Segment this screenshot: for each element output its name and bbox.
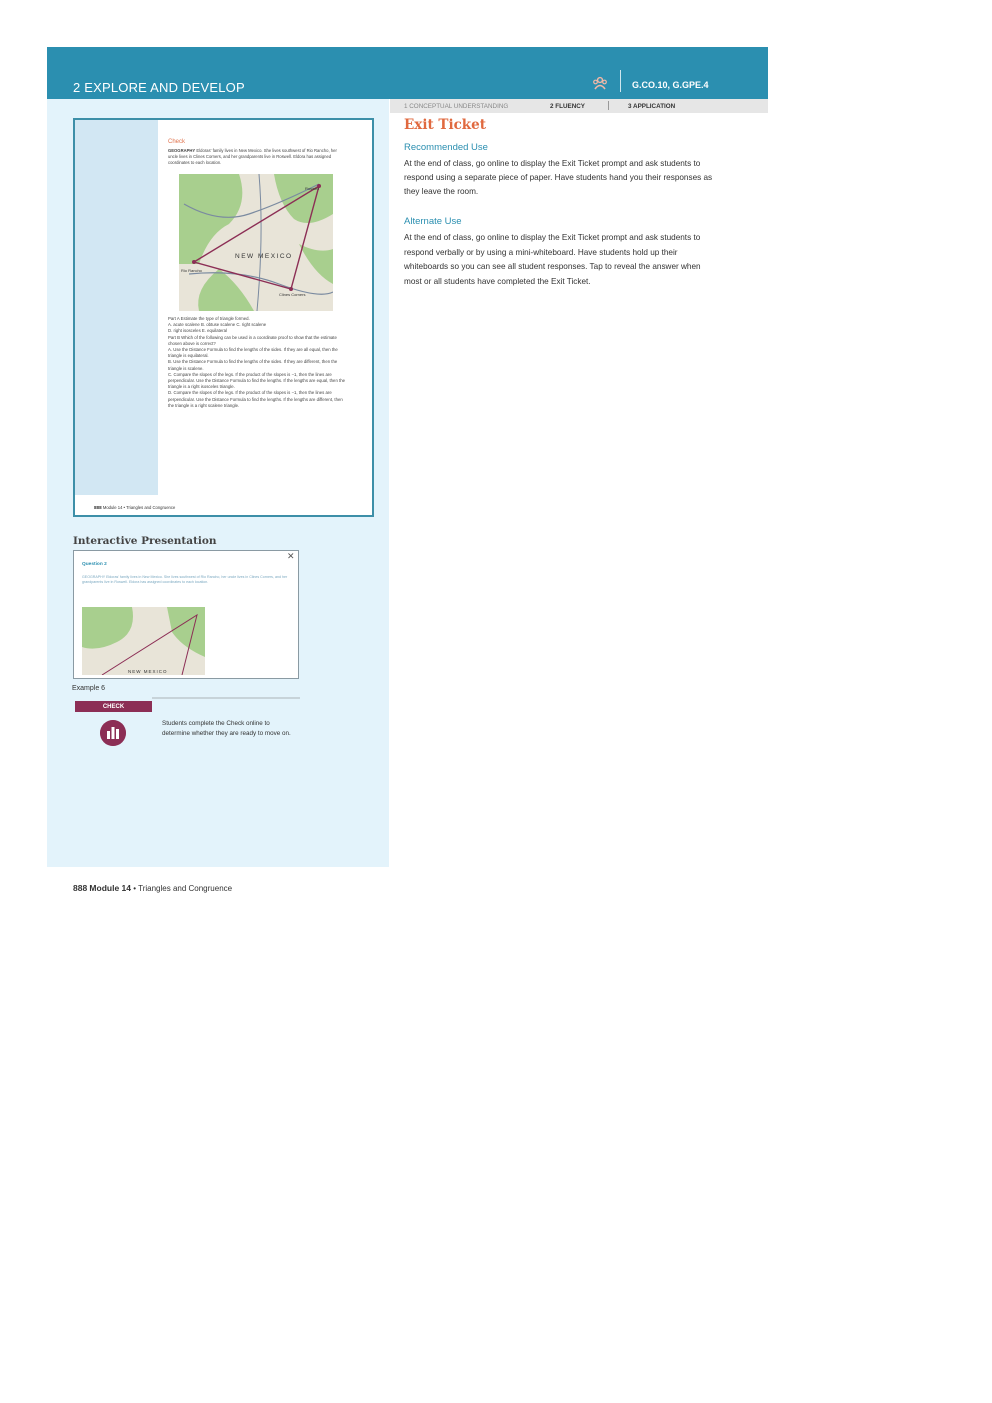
alternate-use-heading: Alternate Use xyxy=(404,216,462,227)
thumbnail-questions xyxy=(168,316,346,409)
section-title: 2 EXPLORE AND DEVELOP xyxy=(73,80,245,95)
check-banner: CHECK xyxy=(75,701,152,712)
exit-ticket-title: Exit Ticket xyxy=(404,117,486,133)
thumbnail-footer: 888 Module 14 • Triangles and Congruence xyxy=(94,505,176,510)
bar-chart-icon xyxy=(100,720,126,746)
interactive-presentation-title: Interactive Presentation xyxy=(73,535,217,547)
alternate-use-body: At the end of class, go online to display the Exit Ticket prompt and ask students to respond verbally or by using a mini-whiteboard. Have students hold up their whiteboards so you can see all student responses. Tap to reveal the answer when most or all students have completed the Exit Ticket. xyxy=(404,233,701,286)
part-b-option-d: D. Compare the slopes of the legs. If the product of the slopes is −1, then the lines are perpendicular. Use the Distance Formula to find the lengths. If the lengths are different, then the triangle is a right scalene triangle. xyxy=(168,390,343,408)
part-b-option-b: B. Use the Distance Formula to find the lengths of the sides. If they are different, then the triangle is scalene. xyxy=(168,359,338,371)
thumbnail-check-label: Check xyxy=(168,139,186,145)
close-icon[interactable]: ✕ xyxy=(287,551,295,561)
tab-conceptual-understanding[interactable]: 1 CONCEPTUAL UNDERSTANDING xyxy=(404,103,509,110)
thumbnail-prompt: GEOGRAPHY Eldoras' family lives in New Mexico. She lives southwest of Rio Rancho, her uncle lives in Clines Corners, and her grandparents live in Roswell. Eldora has assigned coordinates to each location. xyxy=(168,148,337,165)
part-a-options-2: D. right isosceles E. equilateral xyxy=(168,328,227,334)
map-place-roswell: Roswell xyxy=(305,186,320,191)
page-number: 888 xyxy=(73,883,88,893)
recommended-use-body: At the end of class, go online to display the Exit Ticket prompt and ask students to respond using a separate piece of paper. Have students hand you their responses as they leave the room. xyxy=(404,159,713,196)
part-b-option-c: C. Compare the slopes of the legs. If the product of the slopes is −1, then the lines are perpendicular. Use the Distance Formula to find the lengths. If the lengths are equal, then the triangle is a right isosceles triangle. xyxy=(168,371,345,390)
part-b-option-a: A. Use the Distance Formula to find the lengths of the sides. If they are all equal, then the triangle is equilateral. xyxy=(168,347,338,359)
tab-separator xyxy=(608,101,609,110)
people-group-icon xyxy=(592,76,608,90)
example-label: Example 6 xyxy=(72,685,106,692)
header-divider xyxy=(620,70,621,92)
ip-question-text: GEOGRAPHY Eldoras' family lives in New Mexico. She lives southwest of Rio Rancho, her uncle lives in Clines Corners, and her grandparents live in Roswell. Eldora has assigned coordinates to each location. xyxy=(82,575,288,584)
map-state-label: NEW MEXICO xyxy=(235,253,293,260)
recommended-use-heading: Recommended Use xyxy=(404,142,488,153)
part-b-prompt: Part B Which of the following can be used in a coordinate proof to show that the estimate chosen above is correct? xyxy=(168,334,337,346)
ip-map xyxy=(82,607,205,675)
module-topic: Triangles and Congruence xyxy=(138,884,233,893)
standards-label: G.CO.10, G.GPE.4 xyxy=(632,80,709,90)
check-description: Students complete the Check online to determine whether they are ready to move on. xyxy=(162,720,291,737)
ip-map-label: NEW MEXICO xyxy=(128,669,168,674)
map-place-rio-rancho: Rio Rancho xyxy=(181,268,202,273)
ip-question-label: Question 2 xyxy=(82,562,107,567)
page-footer xyxy=(73,883,232,893)
part-a-options: A. acute scalene B. obtuse scalene C. right scalene xyxy=(168,322,267,328)
footer-separator: • xyxy=(133,884,137,893)
map-place-clines-corners: Clines Corners xyxy=(279,292,306,297)
module-label: Module 14 xyxy=(89,883,131,893)
example-divider xyxy=(152,697,300,699)
tab-application[interactable]: 3 APPLICATION xyxy=(628,103,676,110)
new-mexico-map xyxy=(179,174,333,311)
thumbnail-sidebar xyxy=(75,120,158,495)
tab-fluency[interactable]: 2 FLUENCY xyxy=(550,103,585,110)
part-a-prompt: Part A Estimate the type of triangle formed. xyxy=(168,316,250,321)
